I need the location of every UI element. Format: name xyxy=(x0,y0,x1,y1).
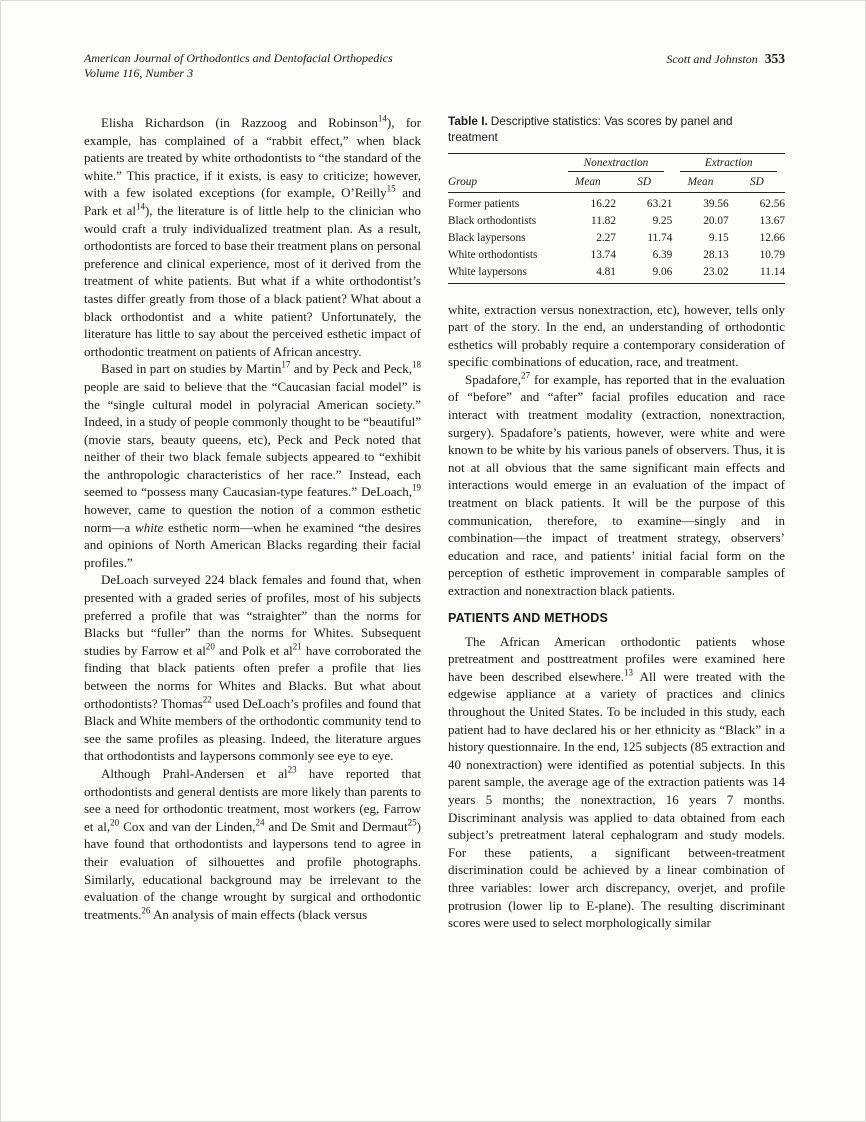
paragraph: Although Prahl-Andersen et $al^{23}$ have reported that orthodontists and general dentists are more likely than parents to see a need for orthodontic treatment, most workers (eg, Farrow et al,$^{20}$ Cox and van der Linden,$^{24}$ and De Smit and Dermaut$^{25}$) have found that orthodontists and laypersons tend to agree in their evaluation of silhouettes and profile photographs. Similarly, educational background may be irrelevant to the evaluation of the change wrought by surgical and orthodontic treatments.$^{26}$ An analysis of main effects (black versus xyxy=(84,764,422,922)
running-head-left xyxy=(84,51,393,80)
table-row xyxy=(448,212,785,229)
paragraph: Spadafore,$^{27}$ for example, has reported that in the evaluation of “before” and “after” facial profiles education and race interact with treatment modality (extraction, nonextraction, surgery). Spadafore’s patients, however, were white and were known to be white by his various panels of observers. Thus, it is not at all obvious that the same significant main effects and interactions would emerge in an evaluation of the impact of treatment on black patients. It will be the purpose of this communication, therefore, to examine—singly and in combination—the impact of treatment strategy, observers’ education and race, and patients’ initial facial form on the perception of esthetic improvement in comparable samples of extraction and nonextraction black patients. xyxy=(448,370,785,598)
col-header-mean-e: Mean xyxy=(672,173,728,192)
running-head xyxy=(84,51,785,80)
table-label: Table I. xyxy=(448,114,488,128)
nonextraction-spanner xyxy=(560,154,673,174)
row-value: 62.56 xyxy=(759,197,785,210)
paragraph: Elisha Richardson (in Razzoog and Robinson$^{14}$), for example, has complained of a “rabbit effect,” when black patients are treated by white orthodontists to “the standard of the white.” This practice, if it exists, is easy to criticize; however, with a few isolated exceptions (for example, O’Reilly$^{15}$ and Park et $al^{14}$), the literature is of little help to the clinician who would craft a truly individualized treatment plan. As a result, orthodontists are forced to base their treatment plans on personal preference and clinical experience, most of it derived from the treatment of white patients. But what if a white orthodontist’s tastes differ greatly from those of a black patient? What about a black orthodontist and a white patient? Unfortunately, the literature has little to say about the perceived esthetic impact of orthodontic treatment on patients of African ancestry. xyxy=(84,113,422,359)
row-value: 39.56 xyxy=(703,197,729,210)
row-group-label: White laypersons xyxy=(448,265,527,278)
right-column xyxy=(448,114,785,932)
paragraph: Based in part on studies by Martin$^{17}$ and by Peck and Peck,$^{18}$ people are said to believe that the “Caucasian facial model” is the “single cultural model in polyracial American society.” Indeed, in a study of people commonly thought to be “beautiful” (movie stars, beauty queens, etc), Peck and Peck noted that neither of their two black female subjects appeared to “exhibit the anthropologic characteristics of her race.” Instead, each seemed to “possess many Caucasian-type features.” DeLoach,$^{19}$ however, came to question the notion of a common esthetic norm—a white esthetic norm—when he examined “the desires and opinions of North American Blacks regarding their facial profiles.” xyxy=(84,359,422,570)
table-row xyxy=(448,192,785,212)
row-value: 6.39 xyxy=(652,248,673,261)
col-header-mean-ne: Mean xyxy=(560,173,616,192)
row-value: 12.66 xyxy=(759,231,785,244)
row-value: 13.74 xyxy=(590,248,616,261)
row-group-label: Former patients xyxy=(448,197,520,210)
journal-title: American Journal of Orthodontics and Dentofacial Orthopedics xyxy=(84,51,393,65)
table-caption-text: Descriptive statistics: Vas scores by panel and treatment xyxy=(448,114,733,144)
col-header-group: Group xyxy=(448,173,560,192)
group-header-row xyxy=(448,154,785,174)
row-value: 28.13 xyxy=(703,248,729,261)
row-value: 4.81 xyxy=(596,265,616,278)
nonextraction-spanner-label: Nonextraction xyxy=(568,156,665,172)
table-1-block xyxy=(448,114,785,284)
table-body xyxy=(448,192,785,283)
journal-volume: Volume 116, Number 3 xyxy=(84,65,194,80)
section-heading-patients-and-methods: PATIENTS AND METHODS xyxy=(448,610,609,625)
row-group-label: Black laypersons xyxy=(448,231,526,244)
row-value: 23.02 xyxy=(703,265,729,278)
row-value: 16.22 xyxy=(590,197,616,210)
page-number: 353 xyxy=(764,51,785,66)
running-head-right xyxy=(666,51,785,67)
table-row xyxy=(448,229,785,246)
extraction-spanner xyxy=(672,154,785,174)
col-header-sd-e: SD xyxy=(729,173,785,192)
row-value: 9.25 xyxy=(652,214,673,227)
left-column xyxy=(84,114,421,932)
column-header-row xyxy=(448,173,785,192)
descriptive-statistics-table xyxy=(448,153,785,284)
row-value: 9.06 xyxy=(652,265,673,278)
table-caption xyxy=(448,114,785,145)
two-column-body xyxy=(84,114,785,932)
table-head xyxy=(448,154,785,193)
running-authors: Scott and Johnston xyxy=(666,52,758,66)
row-group-label: White orthodontists xyxy=(448,248,538,261)
col-header-sd-ne: SD xyxy=(616,173,672,192)
table-row xyxy=(448,246,785,263)
row-group-label: Black orthodontists xyxy=(448,214,537,227)
empty-spanner-cell xyxy=(448,154,560,174)
row-value: 9.15 xyxy=(708,231,729,244)
row-value: 10.79 xyxy=(759,248,785,261)
paragraph: DeLoach surveyed 224 black females and found that, when presented with a graded series of profiles, most of his subjects preferred a profile that was “straighter” than the norms for Blacks but “fuller” than the norms for Whites. Subsequent studies by Farrow et $al^{20}$ and Polk et $al^{21}$ have corroborated the finding that black patients often prefer a profile that lies between the norms for Whites and Blacks. But what about orthodontists? Thomas$^{22}$ used DeLoach’s profiles and found that Black and White members of the orthodontic community tend to see the same profiles as pleasing. Indeed, the literature argues that orthodontists and laypersons commonly see eye to eye. xyxy=(84,572,421,764)
row-value: 2.27 xyxy=(596,231,616,244)
row-value: 20.07 xyxy=(703,214,729,227)
row-value: 11.82 xyxy=(590,214,616,227)
row-value: 13.67 xyxy=(759,214,785,227)
extraction-spanner-label: Extraction xyxy=(680,156,777,172)
paragraph: The African American orthodontic patients whose pretreatment and posttreatment profiles were examined here have been described elsewhere.$^{13}$ All were treated with the edgewise appliance at a variety of practices and clinics throughout the United States. To be included in this study, each patient had to have declared his or her ethnicity as “Black” in a history questionnaire. In the end, 125 subjects (85 extraction and 40 nonextraction) were identified as potential subjects. In this parent sample, the average age of the extraction patients was 14 years 5 months; the nonextraction, 16 years 7 months. Discriminant analysis was applied to data obtained from each subject’s pretreatment lateral cephalogram and study models. For these patients, a significant between-treatment discrimination could be achieved by a linear combination of three variables: lower arch discrepancy, overjet, and profile protrusion (lower lip to E-plane). The resulting discriminant scores were used to select morphologically similar xyxy=(448,633,785,931)
row-value: 11.74 xyxy=(647,231,673,244)
row-value: 11.14 xyxy=(760,265,785,278)
table-row xyxy=(448,263,785,283)
row-value: 63.21 xyxy=(646,197,673,210)
paragraph: white, extraction versus nonextraction, etc), however, tells only part of the story. In the end, an understanding of orthodontic esthetics will probably require a contemporary consideration of specific combinations of education, race, and treatment. xyxy=(448,301,785,370)
